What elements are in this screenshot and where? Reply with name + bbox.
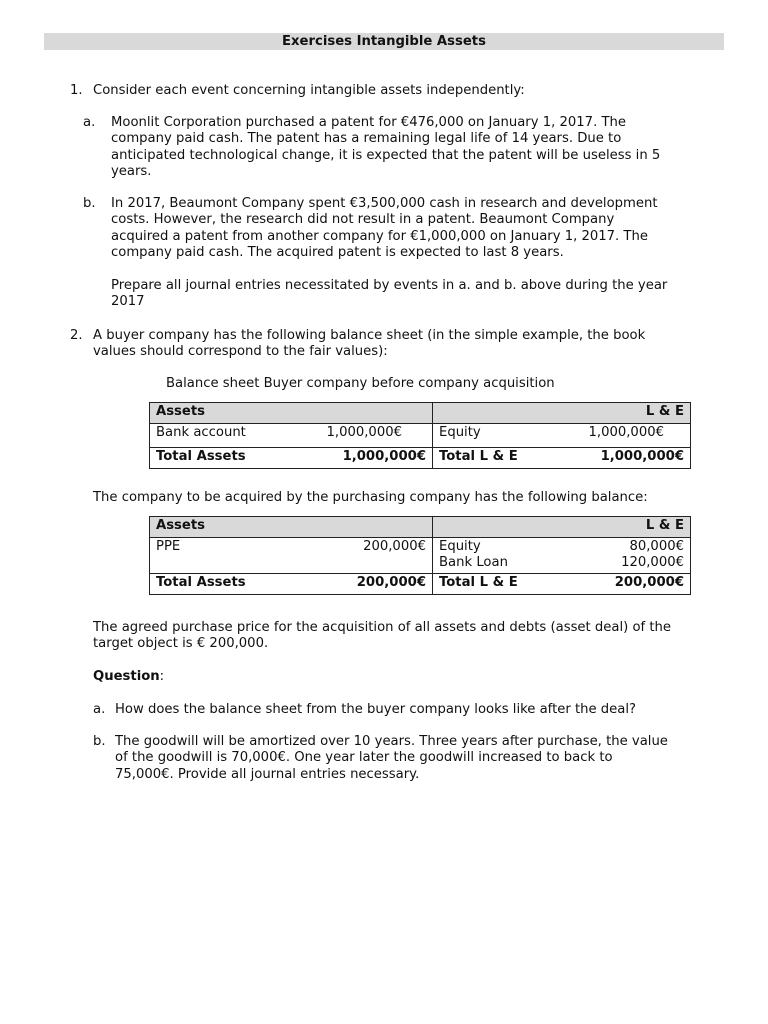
q1a-line: years. [111,163,152,179]
le-header: L & E [433,403,691,424]
asset-label: Bank account [156,425,246,440]
total-assets-label: Total Assets [156,449,246,464]
table1-caption: Balance sheet Buyer company before company acquisition [166,376,555,391]
q1b-line: company paid cash. The acquired patent is expected to last 8 years. [111,244,564,260]
qa-text: How does the balance sheet from the buyer company looks like after the deal? [115,702,637,717]
q1a-line: Moonlit Corporation purchased a patent for €476,000 on January 1, 2017. The [111,115,626,130]
q2-intro-line: A buyer company has the following balance sheet (in the simple example, the book [93,328,646,343]
assets-header: Assets [150,517,433,538]
q1-number: 1. [70,83,83,98]
le-label: Equity [439,539,481,554]
le-value: 80,000€ [629,539,684,554]
q1b-line: In 2017, Beaumont Company spent €3,500,000 cash in research and development [111,196,658,211]
q1b-line: acquired a patent from another company for €1,000,000 on January 1, 2017. The [111,228,648,244]
total-le-value: 1,000,000€ [600,449,684,464]
q2-number: 2. [70,328,83,343]
total-le-value: 200,000€ [614,574,684,590]
total-assets-value: 1,000,000€ [342,449,426,464]
q1a-text [111,115,660,180]
q1b-text [111,196,658,261]
assets-cell [150,424,433,448]
q1-intro: Consider each event concerning intangible assets independently: [93,83,525,98]
total-assets-cell [150,573,433,594]
asset-value: 1,000,000€ [326,425,402,440]
assets-cell [150,538,433,574]
qb-line: of the goodwill is 70,000€. One year later the goodwill increased to back to [115,750,613,766]
page-title: Exercises Intangible Assets [44,33,724,50]
q1a-letter: a. [83,115,96,130]
assets-header: Assets [150,403,433,424]
le-cell [433,538,691,574]
q1-prepare-line: 2017 [111,294,145,310]
purchase-price-text [93,620,671,653]
le-value: 1,000,000€ [588,425,664,440]
price-line: The agreed purchase price for the acquisition of all assets and debts (asset deal) of the [93,620,672,635]
total-le-label: Total L & E [439,449,518,464]
qb-line: 75,000€. Provide all journal entries necessary. [115,766,420,782]
q1a-line: company paid cash. The patent has a remaining legal life of 14 years. Due to [111,131,622,147]
le-value: 120,000€ [621,555,684,571]
question-label: Question [93,669,160,684]
balance-sheet-target [149,516,691,595]
le-label: Equity [439,425,481,440]
qb-line: The goodwill will be amortized over 10 years. Three years after purchase, the value [115,734,668,749]
le-header: L & E [433,517,691,538]
table2-caption: The company to be acquired by the purchasing company has the following balance: [93,490,648,505]
qb-letter: b. [93,734,106,749]
q1a-line: anticipated technological change, it is expected that the patent will be useless in 5 [111,147,661,163]
q2-intro [93,328,645,361]
total-le-label: Total L & E [439,574,518,590]
asset-label: PPE [156,539,181,554]
price-line: target object is € 200,000. [93,636,269,652]
question-colon: : [159,669,165,684]
balance-sheet-buyer [149,402,691,469]
q1-prepare-line: Prepare all journal entries necessitated by events in a. and b. above during the year [111,278,668,293]
total-assets-label: Total Assets [156,574,246,590]
le-label: Bank Loan [439,555,508,571]
q1b-letter: b. [83,196,96,211]
total-assets-value: 200,000€ [356,574,426,590]
total-assets-cell [150,448,433,469]
total-le-cell [433,448,691,469]
qb-text [115,734,668,783]
q1b-line: costs. However, the research did not result in a patent. Beaumont Company [111,212,615,228]
asset-value: 200,000€ [363,539,426,554]
question-heading [93,669,164,685]
total-le-cell [433,573,691,594]
q2-intro-line: values should correspond to the fair values): [93,344,388,360]
le-cell [433,424,691,448]
q1-prepare [111,278,667,311]
qa-letter: a. [93,702,106,717]
